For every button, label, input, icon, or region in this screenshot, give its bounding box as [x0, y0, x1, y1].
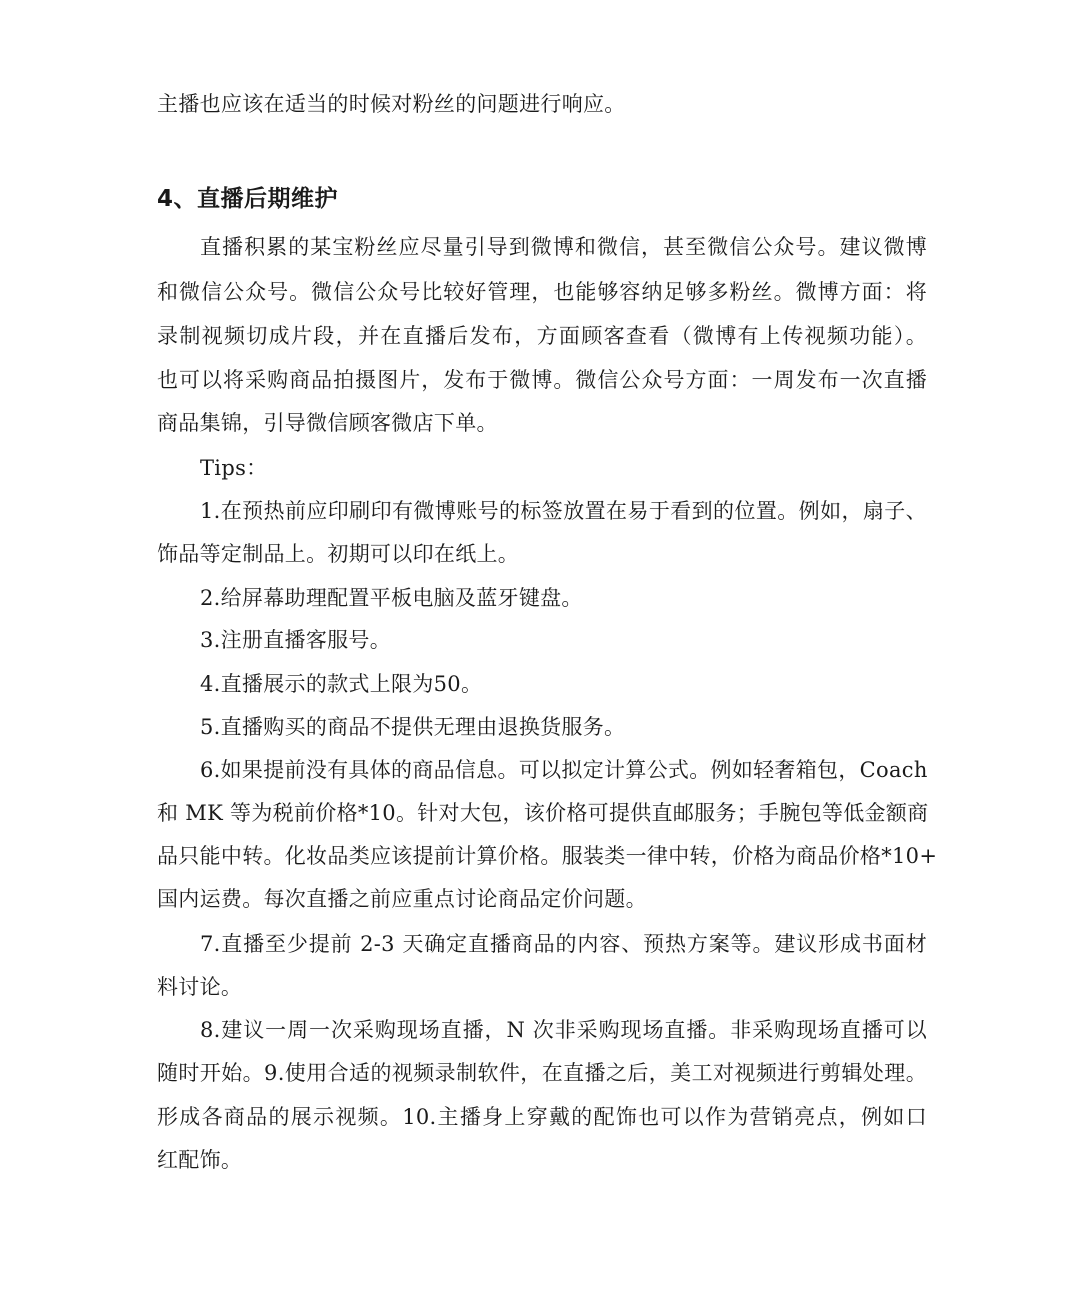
paragraph-line: 直播积累的某宝粉丝应尽量引导到微博和微信，甚至微信公众号。建议微博	[200, 235, 927, 259]
tip-item: 料讨论。	[157, 975, 243, 999]
tip-item: 4.直播展示的款式上限为50。	[200, 672, 483, 696]
paragraph-line: 也可以将采购商品拍摄图片，发布于微博。微信公众号方面：一周发布一次直播	[157, 368, 927, 392]
paragraph-line: 和微信公众号。微信公众号比较好管理，也能够容纳足够多粉丝。微博方面：将	[157, 280, 927, 304]
tip-item: 7.直播至少提前 2-3 天确定直播商品的内容、预热方案等。建议形成书面材	[200, 932, 927, 956]
tip-item: 2.给屏幕助理配置平板电脑及蓝牙键盘。	[200, 586, 583, 610]
tip-item: 8.建议一周一次采购现场直播，N 次非采购现场直播。非采购现场直播可以	[200, 1018, 927, 1042]
tip-item: 国内运费。每次直播之前应重点讨论商品定价问题。	[157, 887, 647, 911]
tips-label: Tips：	[200, 456, 268, 480]
tip-item: 形成各商品的展示视频。10.主播身上穿戴的配饰也可以作为营销亮点，例如口	[157, 1105, 927, 1129]
tip-item: 饰品等定制品上。初期可以印在纸上。	[157, 542, 520, 566]
section-heading: 4、直播后期维护	[157, 186, 339, 212]
tip-item: 品只能中转。化妆品类应该提前计算价格。服装类一律中转，价格为商品价格*10+	[157, 844, 938, 868]
tip-item: 3.注册直播客服号。	[200, 628, 392, 652]
tip-item: 红配饰。	[157, 1148, 243, 1172]
tip-item: 6.如果提前没有具体的商品信息。可以拟定计算公式。例如轻奢箱包，Coach	[200, 758, 928, 782]
tip-item: 和 MK 等为税前价格*10。针对大包，该价格可提供直邮服务；手腕包等低金额商	[157, 801, 929, 825]
paragraph-line: 录制视频切成片段，并在直播后发布，方面顾客查看（微博有上传视频功能）。	[157, 324, 927, 348]
paragraph-line: 商品集锦，引导微信顾客微店下单。	[157, 411, 498, 435]
tip-item: 1.在预热前应印刷印有微博账号的标签放置在易于看到的位置。例如，扇子、	[200, 499, 927, 523]
intro-paragraph: 主播也应该在适当的时候对粉丝的问题进行响应。	[157, 92, 626, 116]
tip-item: 5.直播购买的商品不提供无理由退换货服务。	[200, 715, 626, 739]
tip-item: 随时开始。9.使用合适的视频录制软件，在直播之后，美工对视频进行剪辑处理。	[157, 1061, 927, 1085]
